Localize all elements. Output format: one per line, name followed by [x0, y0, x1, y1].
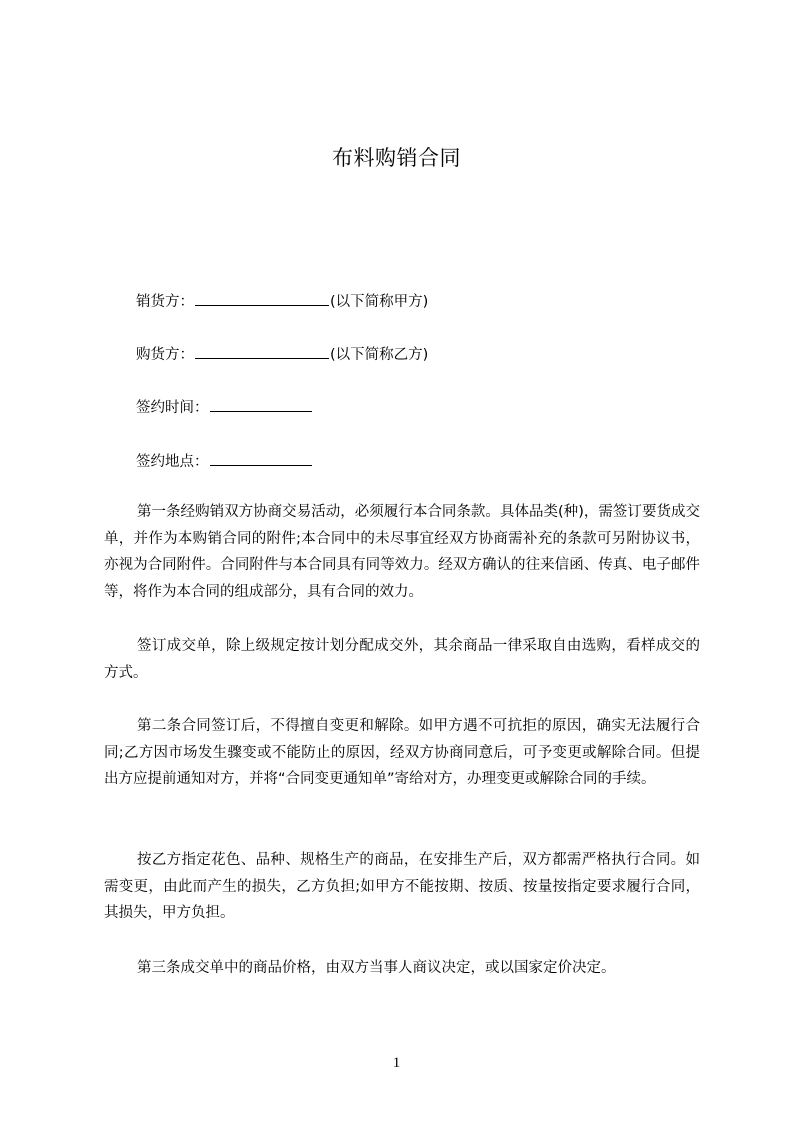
paragraph-deal-method: 签订成交单，除上级规定按计划分配成交外，其余商品一律采取自由选购，看样成交的方式。 — [104, 638, 700, 681]
sign-time-blank — [210, 397, 312, 412]
paragraph-article-2: 第二条合同签订后，不得擅自变更和解除。如甲方遇不可抗拒的原因，确实无法履行合同;乙方因市场发生骤变或不能防止的原因，经双方协商同意后，可予变更或解除合同。但提出方应提前通知对方，并将“合同变更通知单”寄给对方，办理变更或解除合同的手续。 — [104, 718, 700, 787]
paragraph-article-1: 第一条经购销双方协商交易活动，必须履行本合同条款。具体品类(种)，需签订要货成交单，并作为本购销合同的附件;本合同中的未尽事宜经双方协商需补充的条款可另附协议书，亦视为合同附件。合同附件与本合同具有同等效力。经双方确认的往来信函、传真、电子邮件等，将作为本合同的组成部分，具有合同的效力。 — [104, 504, 700, 600]
buyer-blank — [195, 344, 329, 359]
page-number: 1 — [392, 1055, 401, 1071]
buyer-suffix: (以下简称乙方) — [330, 347, 429, 363]
sign-place-blank — [210, 451, 312, 466]
document-title: 布料购销合同 — [332, 146, 461, 170]
sign-time-field — [136, 397, 313, 418]
seller-label: 销货方： — [136, 294, 194, 310]
seller-field — [136, 291, 428, 312]
seller-blank — [195, 291, 329, 306]
buyer-field — [136, 344, 428, 365]
seller-suffix: (以下简称甲方) — [330, 294, 429, 310]
sign-place-label: 签约地点： — [136, 454, 209, 470]
sign-time-label: 签约时间： — [136, 400, 209, 416]
paragraph-designated-goods: 按乙方指定花色、品种、规格生产的商品，在安排生产后，双方都需严格执行合同。如需变更，由此而产生的损失，乙方负担;如甲方不能按期、按质、按量按指定要求履行合同，其损失，甲方负担。 — [104, 852, 700, 921]
buyer-label: 购货方： — [136, 347, 194, 363]
paragraph-article-3: 第三条成交单中的商品价格，由双方当事人商议决定，或以国家定价决定。 — [137, 960, 616, 976]
sign-place-field — [136, 451, 313, 472]
